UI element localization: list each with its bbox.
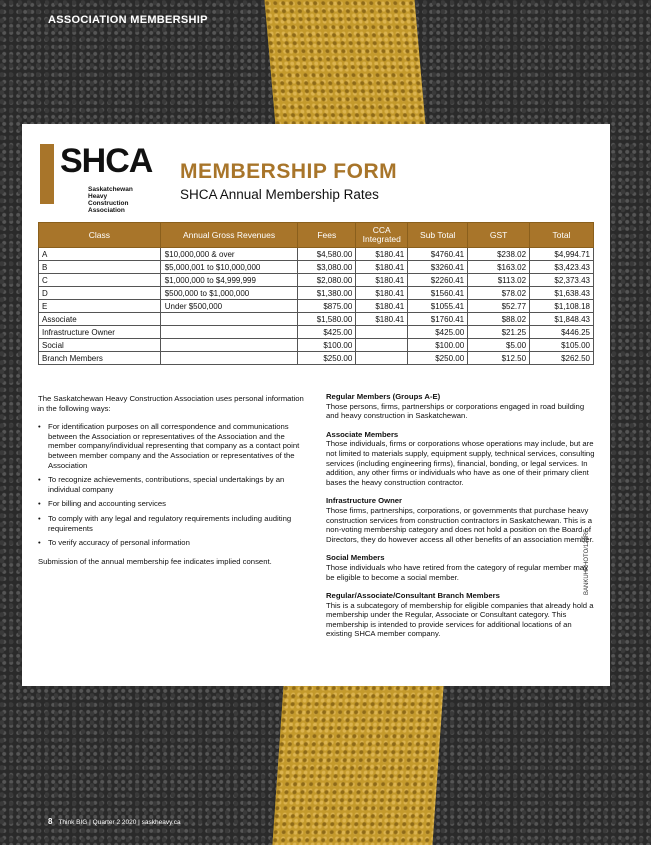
membership-card [22,124,610,686]
table-cell: D [39,287,161,300]
table-cell: $446.25 [530,326,594,339]
table-row [39,287,594,300]
table-cell: A [39,248,161,261]
table-cell: Social [39,339,161,352]
rates-table [38,222,594,365]
category-heading: Social Members [326,553,385,563]
photo-credit: BANKUHPHOTO/123RF [584,529,590,595]
footer [48,817,181,826]
table-cell: B [39,261,161,274]
table-cell [356,352,408,365]
table-cell: C [39,274,161,287]
table-cell: $78.02 [468,287,530,300]
table-cell: $5.00 [468,339,530,352]
category-heading: Associate Members [326,429,399,439]
consent-text: Submission of the annual membership fee indicates implied consent. [38,556,272,566]
shca-logo [38,142,153,214]
table-cell [160,352,298,365]
table-cell: $262.50 [530,352,594,365]
privacy-column [38,394,308,575]
privacy-list-item: • For billing and accounting services [38,499,308,509]
table-cell: $1055.41 [408,300,468,313]
table-cell: $180.41 [356,300,408,313]
table-cell: $180.41 [356,248,408,261]
table-cell: $5,000,001 to $10,000,000 [160,261,298,274]
table-cell: Infrastructure Owner [39,326,161,339]
table-row [39,339,594,352]
category-heading: Infrastructure Owner [326,496,403,506]
section-label: ASSOCIATION MEMBERSHIP [48,14,208,26]
privacy-list-item: • To recognize achievements, contributions, special undertakings by an individual company [38,475,308,494]
table-cell: $21.25 [468,326,530,339]
category-description: This is a subcategory of membership for eligible companies that already hold a membership under the Regular, Associate or Consultant category. This membership is intended to provide services for additional locations of an existing SHCA member company. [326,600,594,639]
table-cell: $180.41 [356,274,408,287]
form-title: MEMBERSHIP FORM [180,160,398,183]
table-header-cell: CCA Integrated [356,223,408,248]
privacy-list-item: • For identification purposes on all correspondence and communications between the Association or representatives of the Association and the member company/individual representing that company as a contact point between member company and the Association or representatives of the Association [38,422,308,470]
table-cell: $100.00 [298,339,356,352]
table-cell: $3,080.00 [298,261,356,274]
table-cell: Branch Members [39,352,161,365]
table-header-cell: Annual Gross Revenues [160,223,298,248]
privacy-list [38,422,308,548]
table-cell: $4,580.00 [298,248,356,261]
table-cell: $1,108.18 [530,300,594,313]
privacy-list-item: • To verify accuracy of personal information [38,538,308,548]
category-description: Those individuals who have retired from the category of regular member may be eligible to become a social member. [326,562,588,582]
table-cell: $180.41 [356,313,408,326]
table-cell: $88.02 [468,313,530,326]
table-cell: $113.02 [468,274,530,287]
privacy-intro: The Saskatchewan Heavy Construction Association uses personal information in the following ways: [38,394,304,413]
table-cell: $3260.41 [408,261,468,274]
table-cell: $425.00 [298,326,356,339]
table-cell [356,326,408,339]
footer-text: Think BIG | Quarter 2 2020 | saskheavy.ca [58,819,181,826]
table-cell: $2260.41 [408,274,468,287]
logo-text: SHCA [60,142,153,180]
table-cell: $12.50 [468,352,530,365]
table-cell: $1560.41 [408,287,468,300]
table-row [39,248,594,261]
table-cell: $4760.41 [408,248,468,261]
table-row [39,313,594,326]
table-body [39,248,594,365]
table-row [39,326,594,339]
table-cell: $100.00 [408,339,468,352]
category-description: Those persons, firms, partnerships or corporations engaged in road building and heavy construction in Saskatchewan. [326,401,585,421]
table-cell: $4,994.71 [530,248,594,261]
table-cell: $1,000,000 to $4,999,999 [160,274,298,287]
logo-bar [40,144,54,204]
table-header-row [39,223,594,248]
table-header-cell: GST [468,223,530,248]
table-header-cell: Fees [298,223,356,248]
table-cell: $1,580.00 [298,313,356,326]
table-cell: $500,000 to $1,000,000 [160,287,298,300]
categories-column [326,392,596,648]
table-cell: $875.00 [298,300,356,313]
table-row [39,352,594,365]
road-stripe-bottom [272,685,443,845]
logo-subtitle: Saskatchewan Heavy Construction Association [88,186,133,214]
table-cell: $1,380.00 [298,287,356,300]
table-cell: $2,373.43 [530,274,594,287]
table-cell: $52.77 [468,300,530,313]
privacy-list-item: • To comply with any legal and regulatory requirements including auditing requirements [38,514,308,533]
category-heading: Regular/Associate/Consultant Branch Members [326,591,500,601]
table-row [39,300,594,313]
table-cell: $250.00 [298,352,356,365]
table-cell: $250.00 [408,352,468,365]
table-row [39,274,594,287]
table-cell: $3,423.43 [530,261,594,274]
table-cell: Associate [39,313,161,326]
table-cell: $238.02 [468,248,530,261]
table-cell: $180.41 [356,287,408,300]
table-cell [160,339,298,352]
table-cell: Under $500,000 [160,300,298,313]
table-header-cell: Sub Total [408,223,468,248]
table-cell: $1760.41 [408,313,468,326]
table-cell: $1,848.43 [530,313,594,326]
table-header-cell: Class [39,223,161,248]
table-cell [356,339,408,352]
category-description: Those firms, partnerships, corporations, or governments that purchase heavy construction services from construction contractors in Saskatchewan. This is a non-voting membership category and does not hold a position on the Board of Directors, they do however access all other benefits of an association member. [326,505,594,544]
table-header-cell: Total [530,223,594,248]
table-cell: $180.41 [356,261,408,274]
road-stripe-top [265,0,426,125]
table-cell: $425.00 [408,326,468,339]
page-number: 8 [48,817,53,826]
table-row [39,261,594,274]
table-cell [160,326,298,339]
form-subtitle: SHCA Annual Membership Rates [180,187,379,202]
table-cell: $1,638.43 [530,287,594,300]
table-cell: $10,000,000 & over [160,248,298,261]
category-heading: Regular Members (Groups A-E) [326,392,441,401]
table-cell: $2,080.00 [298,274,356,287]
table-cell: $105.00 [530,339,594,352]
category-description: Those individuals, firms or corporations whose operations may include, but are not limited to materials supply, equipment supply, technical services, consulting services (including engineering firms), financial, bonding, or legal services. In addition, any other firms or individuals who have as one of their primary client bases the heavy construction contractor. [326,439,595,487]
table-cell [160,313,298,326]
table-cell: E [39,300,161,313]
table-cell: $163.02 [468,261,530,274]
